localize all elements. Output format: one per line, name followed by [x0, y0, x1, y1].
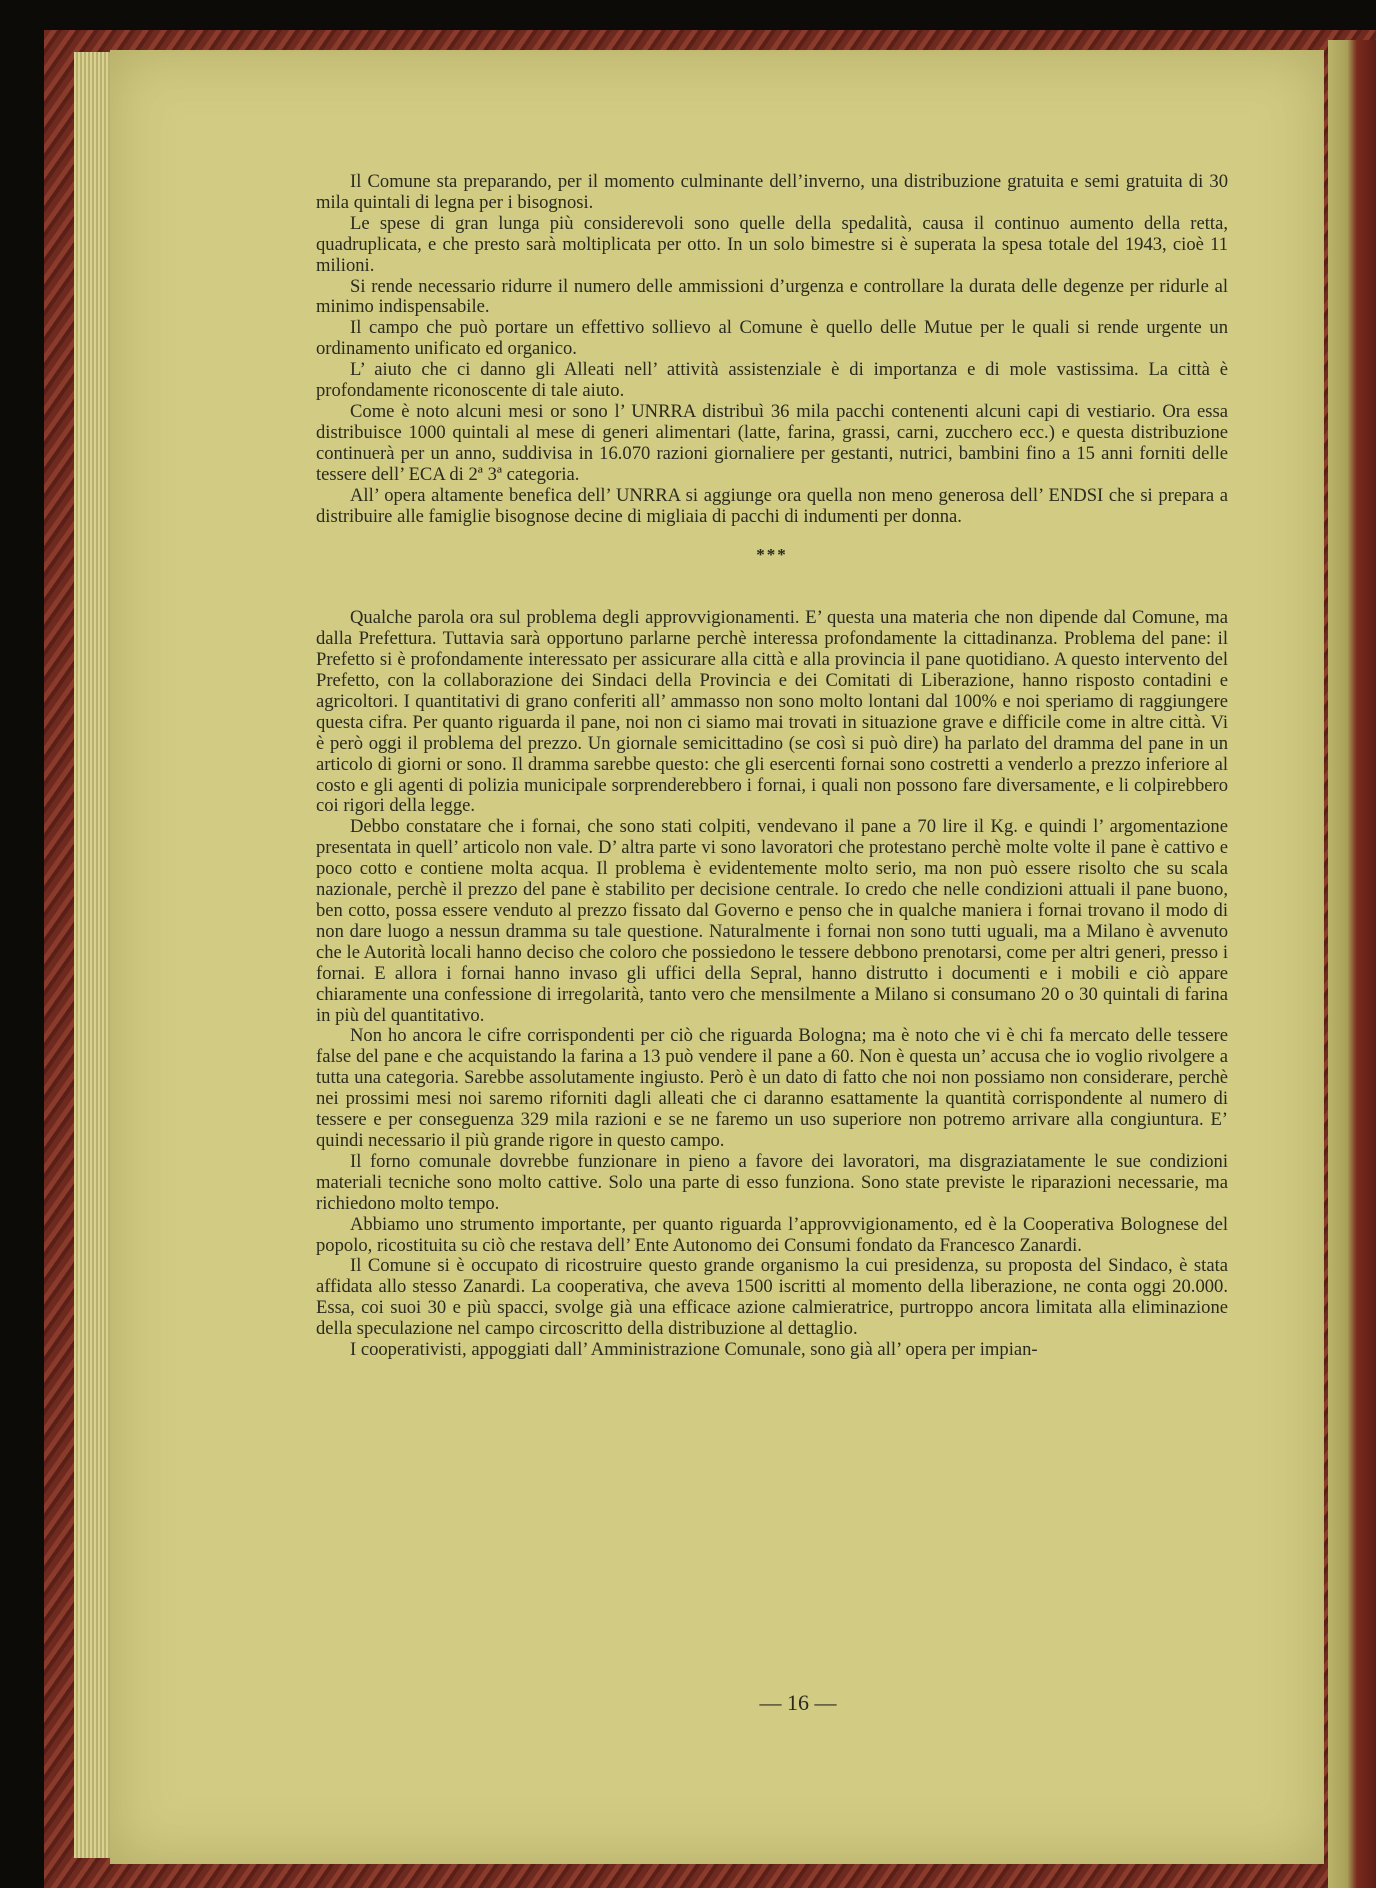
paragraph: All’ opera altamente benefica dell’ UNRRA si aggiunge ora quella non meno generosa dell’ ENDSI che si prepara a distribuire alle famiglie bisognose decine di migliaia di pacchi di indumenti per donna.: [316, 484, 1228, 527]
paragraph: Non ho ancora le cifre corrispondenti per ciò che riguarda Bologna; ma è noto che vi è chi fa mercato delle tessere false del pane e che acquistando la farina a 13 può vendere il pane a 60. Non è questa un’ accusa che io voglio rivolgere a tutta una categoria. Sarebbe assolutamente ingiusto. Però è un dato di fatto che noi non possiamo non considerare, perchè nei prossimi mesi noi saremo riforniti dagli alleati che ci daranno esattamente la quantità corrispondente al numero di tessere e per conseguenza 329 mila razioni e se ne faremo un uso superiore non potremo arrivare alla congiuntura. E’ quindi necessario il più grande rigore in questo campo.: [316, 1025, 1228, 1151]
book-spine-edge: [1328, 40, 1376, 1888]
paragraph: Il campo che può portare un effettivo sollievo al Comune è quello delle Mutue per le quali si rende urgente un ordinamento unificato ed organico.: [316, 317, 1228, 360]
paragraph: Si rende necessario ridurre il numero delle ammissioni d’urgenza e controllare la durata delle degenze per ridurle al minimo indispensabile.: [316, 275, 1228, 318]
paragraph: L’ aiuto che ci danno gli Alleati nell’ attività assistenziale è di importanza e di mole vastissima. La città è profondamente riconoscente di tale aiuto.: [316, 359, 1228, 402]
paragraph: Debbo constatare che i fornai, che sono stati colpiti, vendevano il pane a 70 lire il Kg. e quindi l’ argomentazione presentata in quell’ articolo non vale. D’ altra parte vi sono lavoratori che protestano perchè molte volte il pane è cattivo e poco cotto e contiene molta acqua. Il problema è evidentemente molto serio, ma non può essere risolto che su scala nazionale, perchè il prezzo del pane è stabilito per decisione centrale. Io credo che nelle condizioni attuali il pane buono, ben cotto, possa essere venduto al prezzo fissato dal Governo e penso che in qualche maniera i fornai trovano il modo di non dare luogo a nessun dramma su tale questione. Naturalmente i fornai non sono tutti uguali, ma a Milano è avvenuto che le Autorità locali hanno deciso che coloro che possiedono le tessere debbono prenotarsi, come per altri generi, presso i fornai. E allora i fornai hanno invaso gli uffici della Sepral, hanno distrutto i documenti e i mobili e ciò appare chiaramente una confessione di irregolarità, tanto vero che mensilmente a Milano si consumano 20 o 30 quintali di farina in più del quantitativo.: [316, 816, 1228, 1026]
paragraph: Il forno comunale dovrebbe funzionare in pieno a favore dei lavoratori, ma disgraziatamente le sue condizioni materiali tecniche sono molto cattive. Solo una parte di esso funziona. Sono state previste le riparazioni necessarie, ma richiedono molto tempo.: [316, 1150, 1228, 1214]
page-text: [316, 172, 1228, 1361]
paragraph: Il Comune sta preparando, per il momento culminante dell’inverno, una distribuzione gratuita e semi gratuita di 30 mila quintali di legna per i bisognosi.: [316, 171, 1228, 213]
paragraph: Qualche parola ora sul problema degli approvvigionamenti. E’ questa una materia che non dipende dal Comune, ma dalla Prefettura. Tuttavia sarà opportuno parlarne perchè interessa profondamente la cittadinanza. Problema del pane: il Prefetto si è profondamente interessato per assicurare alla città e alla provincia il pane quotidiano. A questo intervento del Prefetto, con la collaborazione dei Sindaci della Provincia e dei Comitati di Liberazione, hanno risposto contadini e agricoltori. I quantitativi di grano conferiti all’ ammasso non sono molto lontani dal 100% e noi speriamo di raggiungere questa cifra. Per quanto riguarda il pane, noi non ci siamo mai trovati in situazione grave e difficile come in altre città. Vi è però oggi il problema del prezzo. Un giornale semicittadino (se così si può dire) ha parlato del dramma del pane in un articolo di giorni or sono. Il dramma sarebbe questo: che gli esercenti fornai sono costretti a venderlo a prezzo inferiore al costo e gli agenti di polizia municipale sorprenderebbero i fornai, i quali non possono fare diversamente, e li colpirebbero coi rigori della legge.: [316, 607, 1228, 817]
page-edges: [74, 52, 114, 1858]
paragraph: Il Comune si è occupato di ricostruire questo grande organismo la cui presidenza, su proposta del Sindaco, è stata affidata allo stesso Zanardi. La cooperativa, che aveva 1500 iscritti al momento della liberazione, ne conta oggi 20.000. Essa, coi suoi 30 e più spacci, svolge già una efficace azione calmieratrice, purtroppo ancora limitata alla eliminazione della speculazione nel campo circoscritto della distribuzione al dettaglio.: [316, 1255, 1228, 1340]
paragraph: Le spese di gran lunga più considerevoli sono quelle della spedalità, causa il continuo aumento della retta, quadruplicata, e che presto sarà moltiplicata per otto. In un solo bimestre si è superata la spesa totale del 1943, cioè 11 milioni.: [316, 212, 1228, 276]
paragraph: I cooperativisti, appoggiati dall’ Amministrazione Comunale, sono già all’ opera per impian-: [350, 1339, 1038, 1361]
section-separator: ***: [756, 545, 788, 565]
page-number: — 16 —: [759, 1690, 837, 1715]
paragraph: Abbiamo uno strumento importante, per quanto riguarda l’approvvigionamento, ed è la Cooperativa Bolognese del popolo, ricostituita su ciò che restava dell’ Ente Autonomo dei Consumi fondato da Francesco Zanardi.: [316, 1213, 1228, 1256]
paragraph: Come è noto alcuni mesi or sono l’ UNRRA distribuì 36 mila pacchi contenenti alcuni capi di vestiario. Ora essa distribuisce 1000 quintali al mese di generi alimentari (latte, farina, grassi, carni, zucchero ecc.) e questa distribuzione continuerà per un anno, suddivisa in 16.070 razioni giornaliere per gestanti, nutrici, bambini fino a 15 anni forniti delle tessere dell’ ECA di 2ª 3ª categoria.: [316, 400, 1228, 485]
